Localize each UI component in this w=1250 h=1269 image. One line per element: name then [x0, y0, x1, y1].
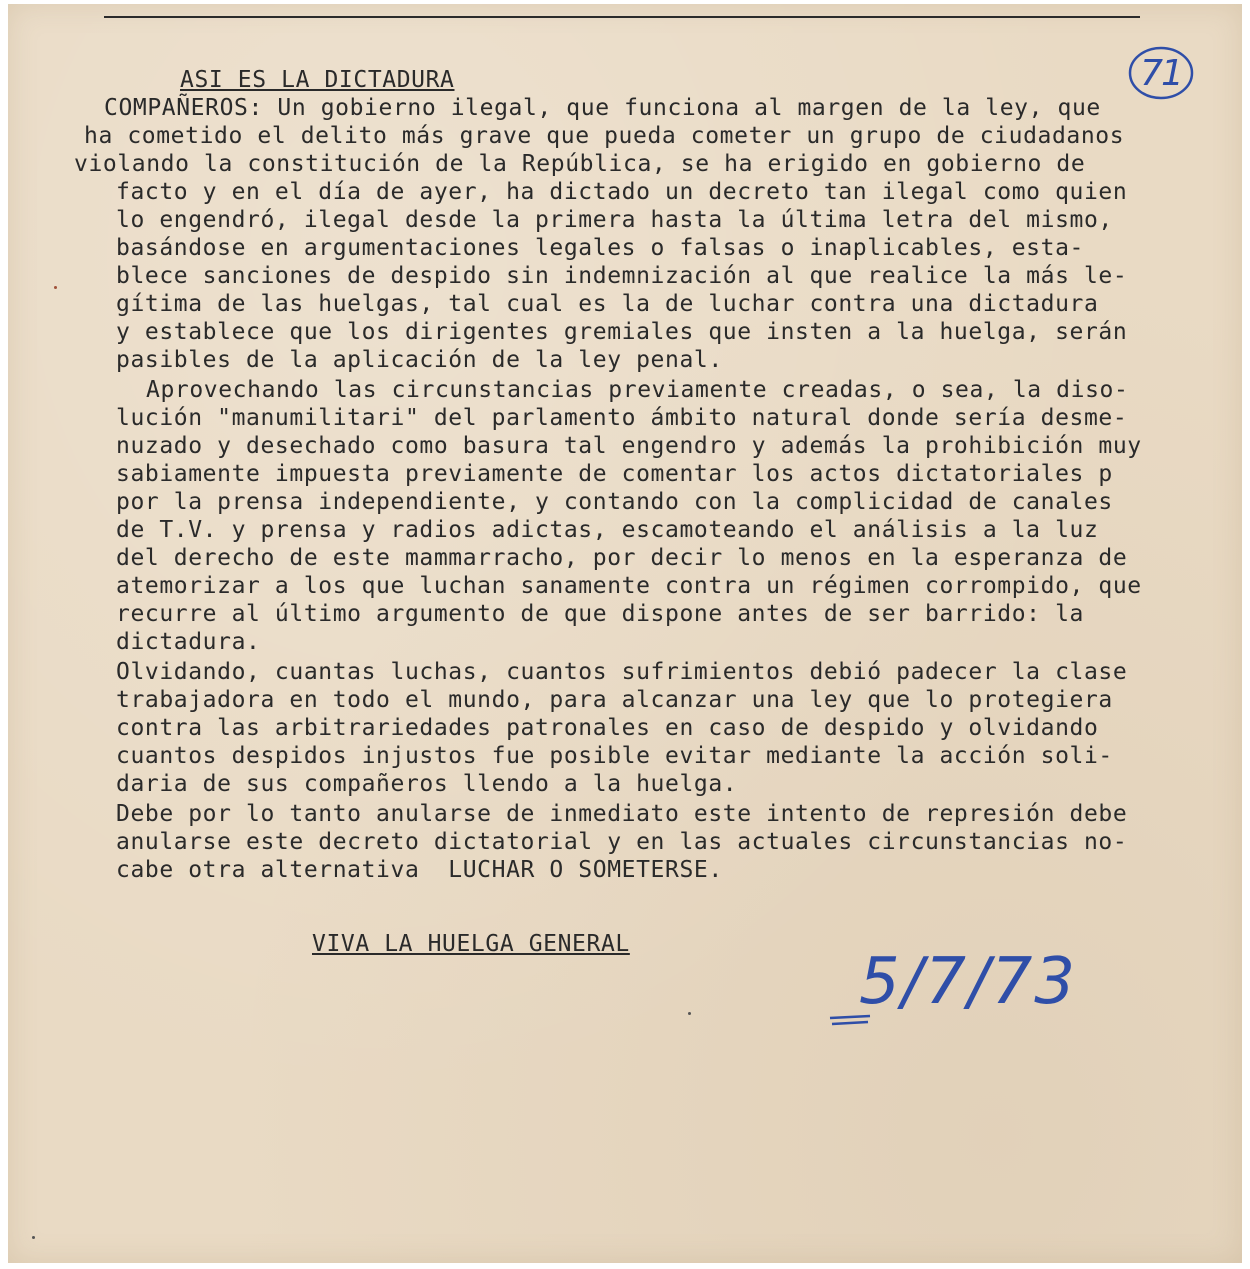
body-line: del derecho de este mammarracho, por decir lo menos en la esperanza de: [116, 545, 1128, 571]
body-line: facto y en el día de ayer, ha dictado un decreto tan ilegal como quien: [116, 179, 1128, 205]
date-text: 5/7/73: [859, 945, 1077, 1019]
body-line: COMPAÑEROS: Un gobierno ilegal, que funciona al margen de la ley, que: [104, 95, 1101, 121]
body-line: violando la constitución de la República, se ha erigido en gobierno de: [74, 151, 1086, 177]
paper-speck: [54, 286, 57, 289]
body-line: Olvidando, cuantas luchas, cuantos sufrimientos debió padecer la clase: [116, 659, 1128, 685]
document-page: [8, 4, 1242, 1263]
body-line: sabiamente impuesta previamente de comentar los actos dictatoriales p: [116, 461, 1113, 487]
body-line: contra las arbitrariedades patronales en caso de despido y olvidando: [116, 715, 1099, 741]
body-line: cuantos despidos injustos fue posible evitar mediante la acción soli-: [116, 743, 1113, 769]
body-line: lución "manumilitari" del parlamento ámbito natural donde sería desme-: [116, 405, 1128, 431]
body-line: por la prensa independiente, y contando con la complicidad de canales: [116, 489, 1113, 515]
body-line: atemorizar a los que luchan sanamente contra un régimen corrompido, que: [116, 573, 1142, 599]
folio-number-stamp: [1126, 44, 1196, 102]
body-line: blece sanciones de despido sin indemnización al que realice la más le-: [116, 263, 1128, 289]
body-line: anularse este decreto dictatorial y en las actuales circunstancias no-: [116, 829, 1128, 855]
body-line: basándose en argumentaciones legales o falsas o inaplicables, esta-: [116, 235, 1084, 261]
body-line: recurre al último argumento de que dispone antes de ser barrido: la: [116, 601, 1084, 627]
closing-slogan: VIVA LA HUELGA GENERAL: [312, 931, 630, 957]
body-line: cabe otra alternativa LUCHAR O SOMETERSE.: [116, 857, 723, 883]
paper-speck: [688, 1012, 691, 1015]
body-line: pasibles de la aplicación de la ley penal.: [116, 347, 723, 373]
body-line: y establece que los dirigentes gremiales que insten a la huelga, serán: [116, 319, 1128, 345]
body-line: de T.V. y prensa y radios adictas, escamoteando el análisis a la luz: [116, 517, 1099, 543]
body-line: nuzado y desechado como basura tal engendro y además la prohibición muy: [116, 433, 1142, 459]
folio-number: 71: [1140, 52, 1182, 94]
top-rule-line: [104, 16, 1140, 18]
document-title: ASI ES LA DICTADURA: [180, 67, 455, 93]
body-line: daria de sus compañeros llendo a la huelga.: [116, 771, 738, 797]
body-line: Aprovechando las circunstancias previamente creadas, o sea, la diso-: [146, 377, 1129, 403]
handwritten-date: [828, 922, 1108, 1042]
body-line: dictadura.: [116, 629, 261, 655]
paper-speck: [32, 1236, 35, 1239]
body-line: Debe por lo tanto anularse de inmediato este intento de represión debe: [116, 801, 1128, 827]
body-line: gítima de las huelgas, tal cual es la de luchar contra una dictadura: [116, 291, 1099, 317]
body-line: trabajadora en todo el mundo, para alcanzar una ley que lo protegiera: [116, 687, 1113, 713]
body-line: ha cometido el delito más grave que pueda cometer un grupo de ciudadanos: [84, 123, 1125, 149]
body-line: lo engendró, ilegal desde la primera hasta la última letra del mismo,: [116, 207, 1113, 233]
